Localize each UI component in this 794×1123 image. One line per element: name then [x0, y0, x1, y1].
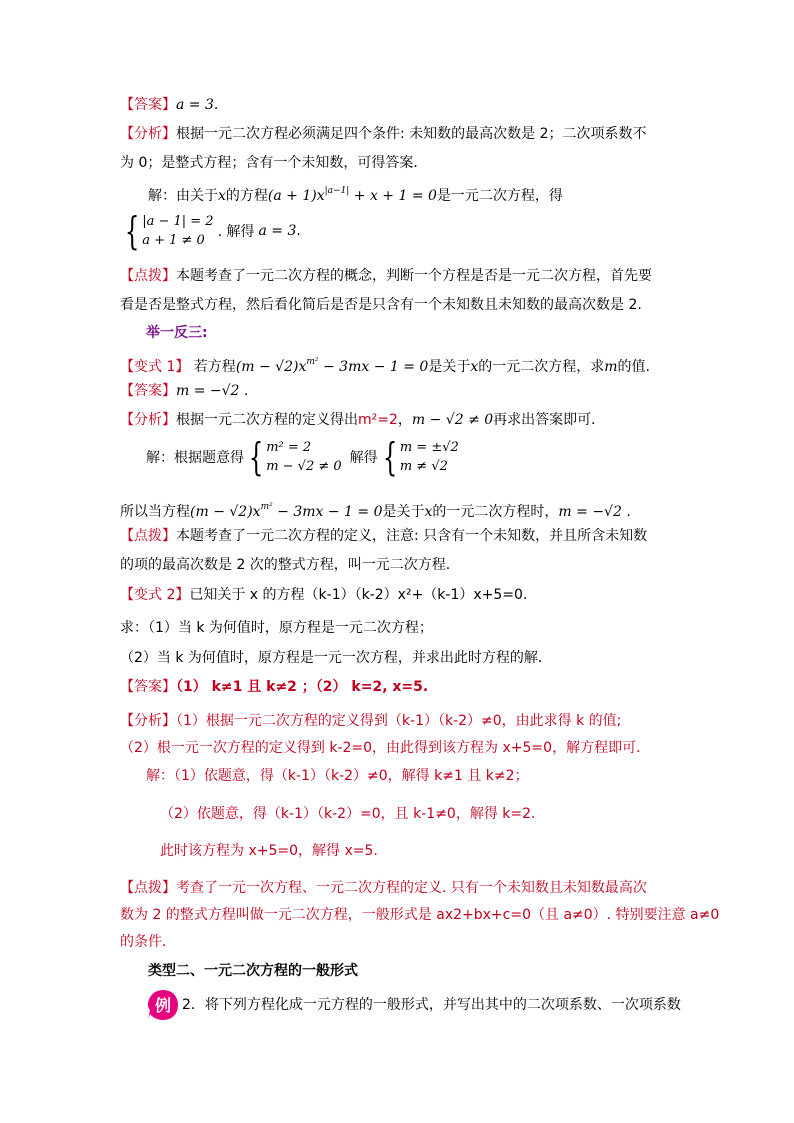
- solve-line-1: [148, 181, 563, 206]
- conclusion-mid: 是关于: [382, 504, 425, 520]
- analysis-line-1a: [120, 124, 647, 144]
- variant-eq: (m − √2)x: [235, 359, 307, 375]
- system-row-1: m² = 2: [266, 440, 312, 455]
- conclusion-eq: (m − √2)x: [190, 504, 261, 520]
- conclusion-exp: m²: [260, 502, 273, 512]
- variant-x: x: [470, 359, 479, 375]
- solution-line-3b: （2）依题意，得（k-1）（k-2）=0，且 k-1≠0，解得 k=2.: [160, 806, 536, 822]
- answer-line-1: [120, 95, 218, 115]
- equation: (a + 1)x: [267, 188, 325, 204]
- variant-text: 已知关于 x 的方程（k-1）（k-2）x²+（k-1）x+5=0.: [189, 587, 528, 603]
- dianbo-tag: 【点拨】: [120, 528, 176, 544]
- answer-line-2: [120, 381, 248, 401]
- conclusion-x: x: [424, 504, 433, 520]
- analysis-highlight: m²=2: [358, 412, 398, 428]
- analysis-text: 根据一元二次方程必须满足四个条件: 未知数的最高次数是 2；二次项系数不: [176, 126, 647, 142]
- solve-prefix: 解：由关于: [148, 188, 218, 204]
- solve-mid: 的方程: [225, 188, 268, 204]
- solve-line-2: [146, 435, 459, 479]
- answer-line-3: [120, 677, 428, 697]
- section-heading: 类型二、一元二次方程的一般形式: [148, 963, 358, 979]
- variant-pre: 若方程: [189, 359, 236, 375]
- equation-system-1: [120, 209, 301, 253]
- dianbo-line-3a: [120, 878, 647, 898]
- dianbo-line-2b: 的项的最高次数是 2 次的整式方程，叫一元二次方程.: [120, 557, 451, 573]
- section-label: 举一反三:: [146, 325, 208, 341]
- analysis-text: 根据一元二次方程的定义得出: [176, 412, 358, 428]
- system-row-2: a + 1 ≠ 0: [142, 233, 205, 248]
- dianbo-text: 考查了一元一次方程、一元二次方程的定义. 只有一个未知数且未知数最高次: [176, 880, 647, 896]
- system-row-2: m ≠ √2: [399, 459, 448, 474]
- dianbo-text: 本题考查了一元二次方程的概念，判断一个方程是否是一元二次方程，首先要: [176, 268, 652, 284]
- system-row-1: |a − 1| = 2: [142, 214, 214, 229]
- dianbo-text: 本题考查了一元二次方程的定义，注意: 只含有一个未知数，并且所含未知数: [176, 528, 648, 544]
- solution-line-3a: 解：（1）依题意，得（k-1）（k-2）≠0，解得 k≠1 且 k≠2；: [146, 768, 529, 784]
- dianbo-line-3b: 数为 2 的整式方程叫做一元二次方程，一般形式是 ax2+bx+c=0（且 a≠0）. 特别要注意 a≠0: [120, 907, 720, 923]
- dianbo-line-1b: 看是否是整式方程，然后看化简后是否是只含有一个未知数且未知数的最高次数是 2.: [120, 297, 642, 313]
- analysis-text: （1）根据一元二次方程的定义得到（k-1）（k-2）≠0，由此求得 k 的值;: [176, 713, 622, 729]
- variant-2-line: [120, 585, 527, 605]
- answer-tag: 【答案】: [120, 679, 176, 695]
- example-2-text: 2．将下列方程化成一元方程的一般形式，并写出其中的二次项系数、一次项系数: [182, 997, 681, 1013]
- dianbo-line-2a: [120, 526, 647, 546]
- variant-suf: 的一元二次方程，求: [478, 359, 605, 375]
- exponent: |a−1|: [324, 186, 350, 196]
- dianbo-line-3c: 的条件．: [120, 934, 176, 950]
- answer-value: m = −√2 .: [176, 383, 249, 399]
- analysis-tag: 【分析】: [120, 126, 176, 142]
- conclusion-line: [120, 497, 631, 522]
- variant-tag: 【变式 2】: [120, 587, 190, 603]
- analysis-tag: 【分析】: [120, 713, 176, 729]
- variant-mid: 是关于: [428, 359, 471, 375]
- solution-line-3c: 此时该方程为 x+5=0，解得 x=5.: [160, 843, 378, 859]
- conclusion-pre: 所以当方程: [120, 504, 190, 520]
- answer-value: a = 3.: [176, 97, 219, 113]
- variant-exp: m²: [306, 357, 319, 367]
- var-x: x: [218, 188, 226, 204]
- dianbo-tag: 【点拨】: [120, 268, 176, 284]
- analysis-line-3a: [120, 711, 621, 731]
- answer-tag: 【答案】: [120, 97, 176, 113]
- conclusion-res: m = −√2 .: [558, 504, 631, 520]
- analysis-cond: m − √2 ≠ 0: [411, 412, 494, 428]
- ask-line-2: （2）当 k 为何值时，原方程是一元一次方程，并求出此时方程的解．: [120, 650, 552, 666]
- variant-eq-rest: − 3mx − 1 = 0: [318, 359, 429, 375]
- system-row-1: m = ±√2: [399, 440, 459, 455]
- system-row-2: m − √2 ≠ 0: [266, 459, 342, 474]
- answer-tag: 【答案】: [120, 383, 176, 399]
- analysis-line-2: [120, 410, 605, 430]
- conclusion-suf: 的一元二次方程时，: [432, 504, 559, 520]
- solve-suffix: 是一元二次方程，得: [436, 188, 563, 204]
- analysis-line-3b: （2）根一元一次方程的定义得到 k-2=0，由此得到该方程为 x+5=0，解方程即可．: [120, 740, 651, 756]
- equation-rest: + x + 1 = 0: [349, 188, 437, 204]
- solve-mid: 解得: [349, 450, 378, 466]
- variant-m: m: [604, 359, 618, 375]
- conclusion-eq-rest: − 3mx − 1 = 0: [272, 504, 383, 520]
- dianbo-tag: 【点拨】: [120, 880, 176, 896]
- solve-result: a = 3.: [258, 223, 301, 239]
- brace-icon: {: [124, 209, 140, 253]
- variant-1-line: [120, 352, 650, 377]
- analysis-tag: 【分析】: [120, 412, 176, 428]
- answer-value: （1） k≠1 且 k≠2 ；（2） k=2, x=5.: [176, 679, 429, 695]
- solve-after: . 解得: [217, 224, 255, 240]
- analysis-line-1b: 为 0；是整式方程；含有一个未知数，可得答案．: [120, 155, 428, 171]
- brace-icon: {: [248, 435, 264, 479]
- analysis-rest: 再求出答案即可．: [493, 412, 606, 428]
- variant-end: 的值.: [617, 359, 650, 375]
- variant-tag: 【变式 1】: [120, 359, 190, 375]
- brace-icon: {: [382, 435, 398, 479]
- ask-line-1: 求：（1）当 k 为何值时，原方程是一元二次方程；: [120, 620, 433, 636]
- example-badge-label: 例: [154, 996, 172, 1015]
- dianbo-line-1a: [120, 266, 652, 286]
- example-badge-icon: [146, 988, 180, 1022]
- solve-prefix: 解：根据题意得: [146, 450, 244, 466]
- analysis-comma: ，: [397, 412, 412, 428]
